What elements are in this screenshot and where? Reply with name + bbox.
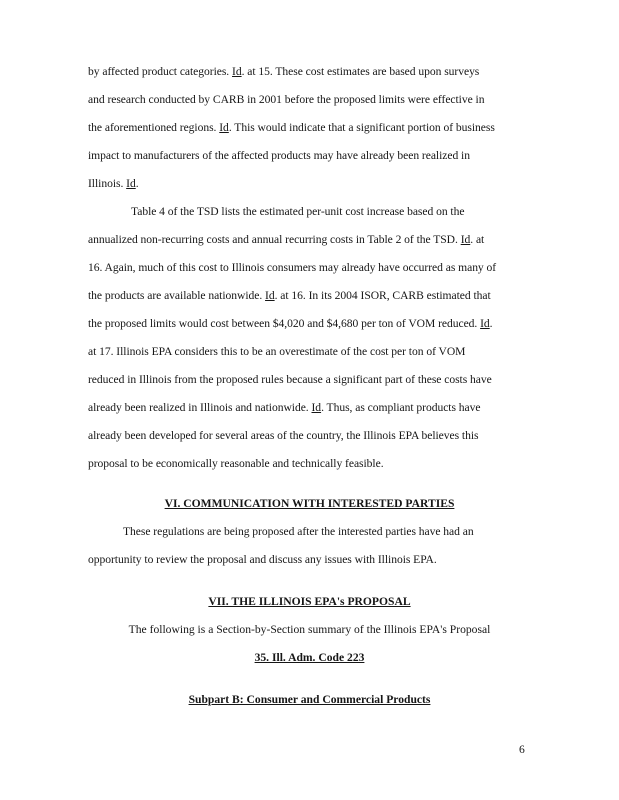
citation-id: Id bbox=[265, 289, 275, 302]
text-run: and research conducted by CARB in 2001 before the proposed limits were effective in bbox=[88, 93, 485, 106]
text-run: These regulations are being proposed after the interested parties have had an bbox=[123, 525, 474, 538]
code-heading: 35. Ill. Adm. Code 223 bbox=[254, 651, 365, 664]
paragraph-1-line-4 bbox=[88, 149, 470, 163]
text-run: by affected product categories. bbox=[88, 65, 233, 78]
paragraph-2-line-1 bbox=[131, 205, 464, 219]
text-run: at 17. Illinois EPA considers this to be an overestimate of the cost per ton of VOM bbox=[88, 345, 466, 358]
subpart-heading: Subpart B: Consumer and Commercial Products bbox=[188, 693, 431, 706]
paragraph-2-line-7 bbox=[88, 373, 492, 387]
text-run: reduced in Illinois from the proposed rules because a significant part of these costs have bbox=[88, 373, 492, 386]
paragraph-2-line-6 bbox=[88, 345, 465, 359]
text-run: the aforementioned regions. bbox=[88, 121, 220, 134]
text-run: already been realized in Illinois and nationwide. bbox=[88, 401, 312, 414]
section-6-line-1 bbox=[123, 525, 474, 539]
paragraph-1-line-2 bbox=[88, 93, 484, 107]
text-run: . at bbox=[470, 233, 485, 246]
citation-id: Id bbox=[460, 233, 471, 246]
text-run: already been developed for several areas of the country, the Illinois EPA believes this bbox=[88, 429, 479, 442]
paragraph-2-line-5 bbox=[88, 317, 493, 331]
text-run: . bbox=[489, 317, 493, 330]
text-run: Illinois. bbox=[88, 177, 127, 190]
paragraph-1-line-1 bbox=[88, 65, 479, 79]
paragraph-2-line-4 bbox=[88, 289, 491, 303]
citation-id: Id bbox=[311, 401, 322, 414]
text-run: the proposed limits would cost between $4,020 and $4,680 per ton of VOM reduced. bbox=[88, 317, 481, 330]
text-run: Table 4 of the TSD lists the estimated per-unit cost increase based on the bbox=[131, 205, 465, 218]
citation-id: Id bbox=[126, 177, 136, 190]
section-7-intro: The following is a Section-by-Section summary of the Illinois EPA's Proposal bbox=[128, 623, 491, 636]
section-7-heading: VII. THE ILLINOIS EPA's PROPOSAL bbox=[208, 595, 411, 608]
section-6-line-2 bbox=[88, 553, 437, 567]
text-run: proposal to be economically reasonable and technically feasible. bbox=[88, 457, 384, 470]
paragraph-2-line-9 bbox=[88, 429, 478, 443]
citation-id: Id bbox=[219, 121, 229, 134]
text-run: . at 16. In its 2004 ISOR, CARB estimated that bbox=[274, 289, 491, 302]
paragraph-2-line-10 bbox=[88, 457, 384, 471]
paragraph-1-line-3 bbox=[88, 121, 495, 135]
paragraph-2-line-3 bbox=[88, 261, 496, 275]
text-run: 16. Again, much of this cost to Illinois consumers may already have occurred as many of bbox=[88, 261, 497, 274]
text-run: . This would indicate that a significant portion of business bbox=[228, 121, 495, 134]
section-6-heading: VI. COMMUNICATION WITH INTERESTED PARTIES bbox=[164, 497, 455, 510]
text-run: . Thus, as compliant products have bbox=[321, 401, 481, 414]
text-run: opportunity to review the proposal and discuss any issues with Illinois EPA. bbox=[88, 553, 437, 566]
text-run: annualized non-recurring costs and annual recurring costs in Table 2 of the TSD. bbox=[88, 233, 461, 246]
text-run: the products are available nationwide. bbox=[88, 289, 266, 302]
citation-id: Id bbox=[232, 65, 242, 78]
text-run: . bbox=[135, 177, 139, 190]
text-run: . at 15. These cost estimates are based upon surveys bbox=[241, 65, 480, 78]
text-run: impact to manufacturers of the affected products may have already been realized in bbox=[88, 149, 470, 162]
citation-id: Id bbox=[480, 317, 490, 330]
paragraph-2-line-8 bbox=[88, 401, 480, 415]
page-number: 6 bbox=[519, 743, 525, 756]
paragraph-1-line-5 bbox=[88, 177, 139, 191]
paragraph-2-line-2 bbox=[88, 233, 484, 247]
